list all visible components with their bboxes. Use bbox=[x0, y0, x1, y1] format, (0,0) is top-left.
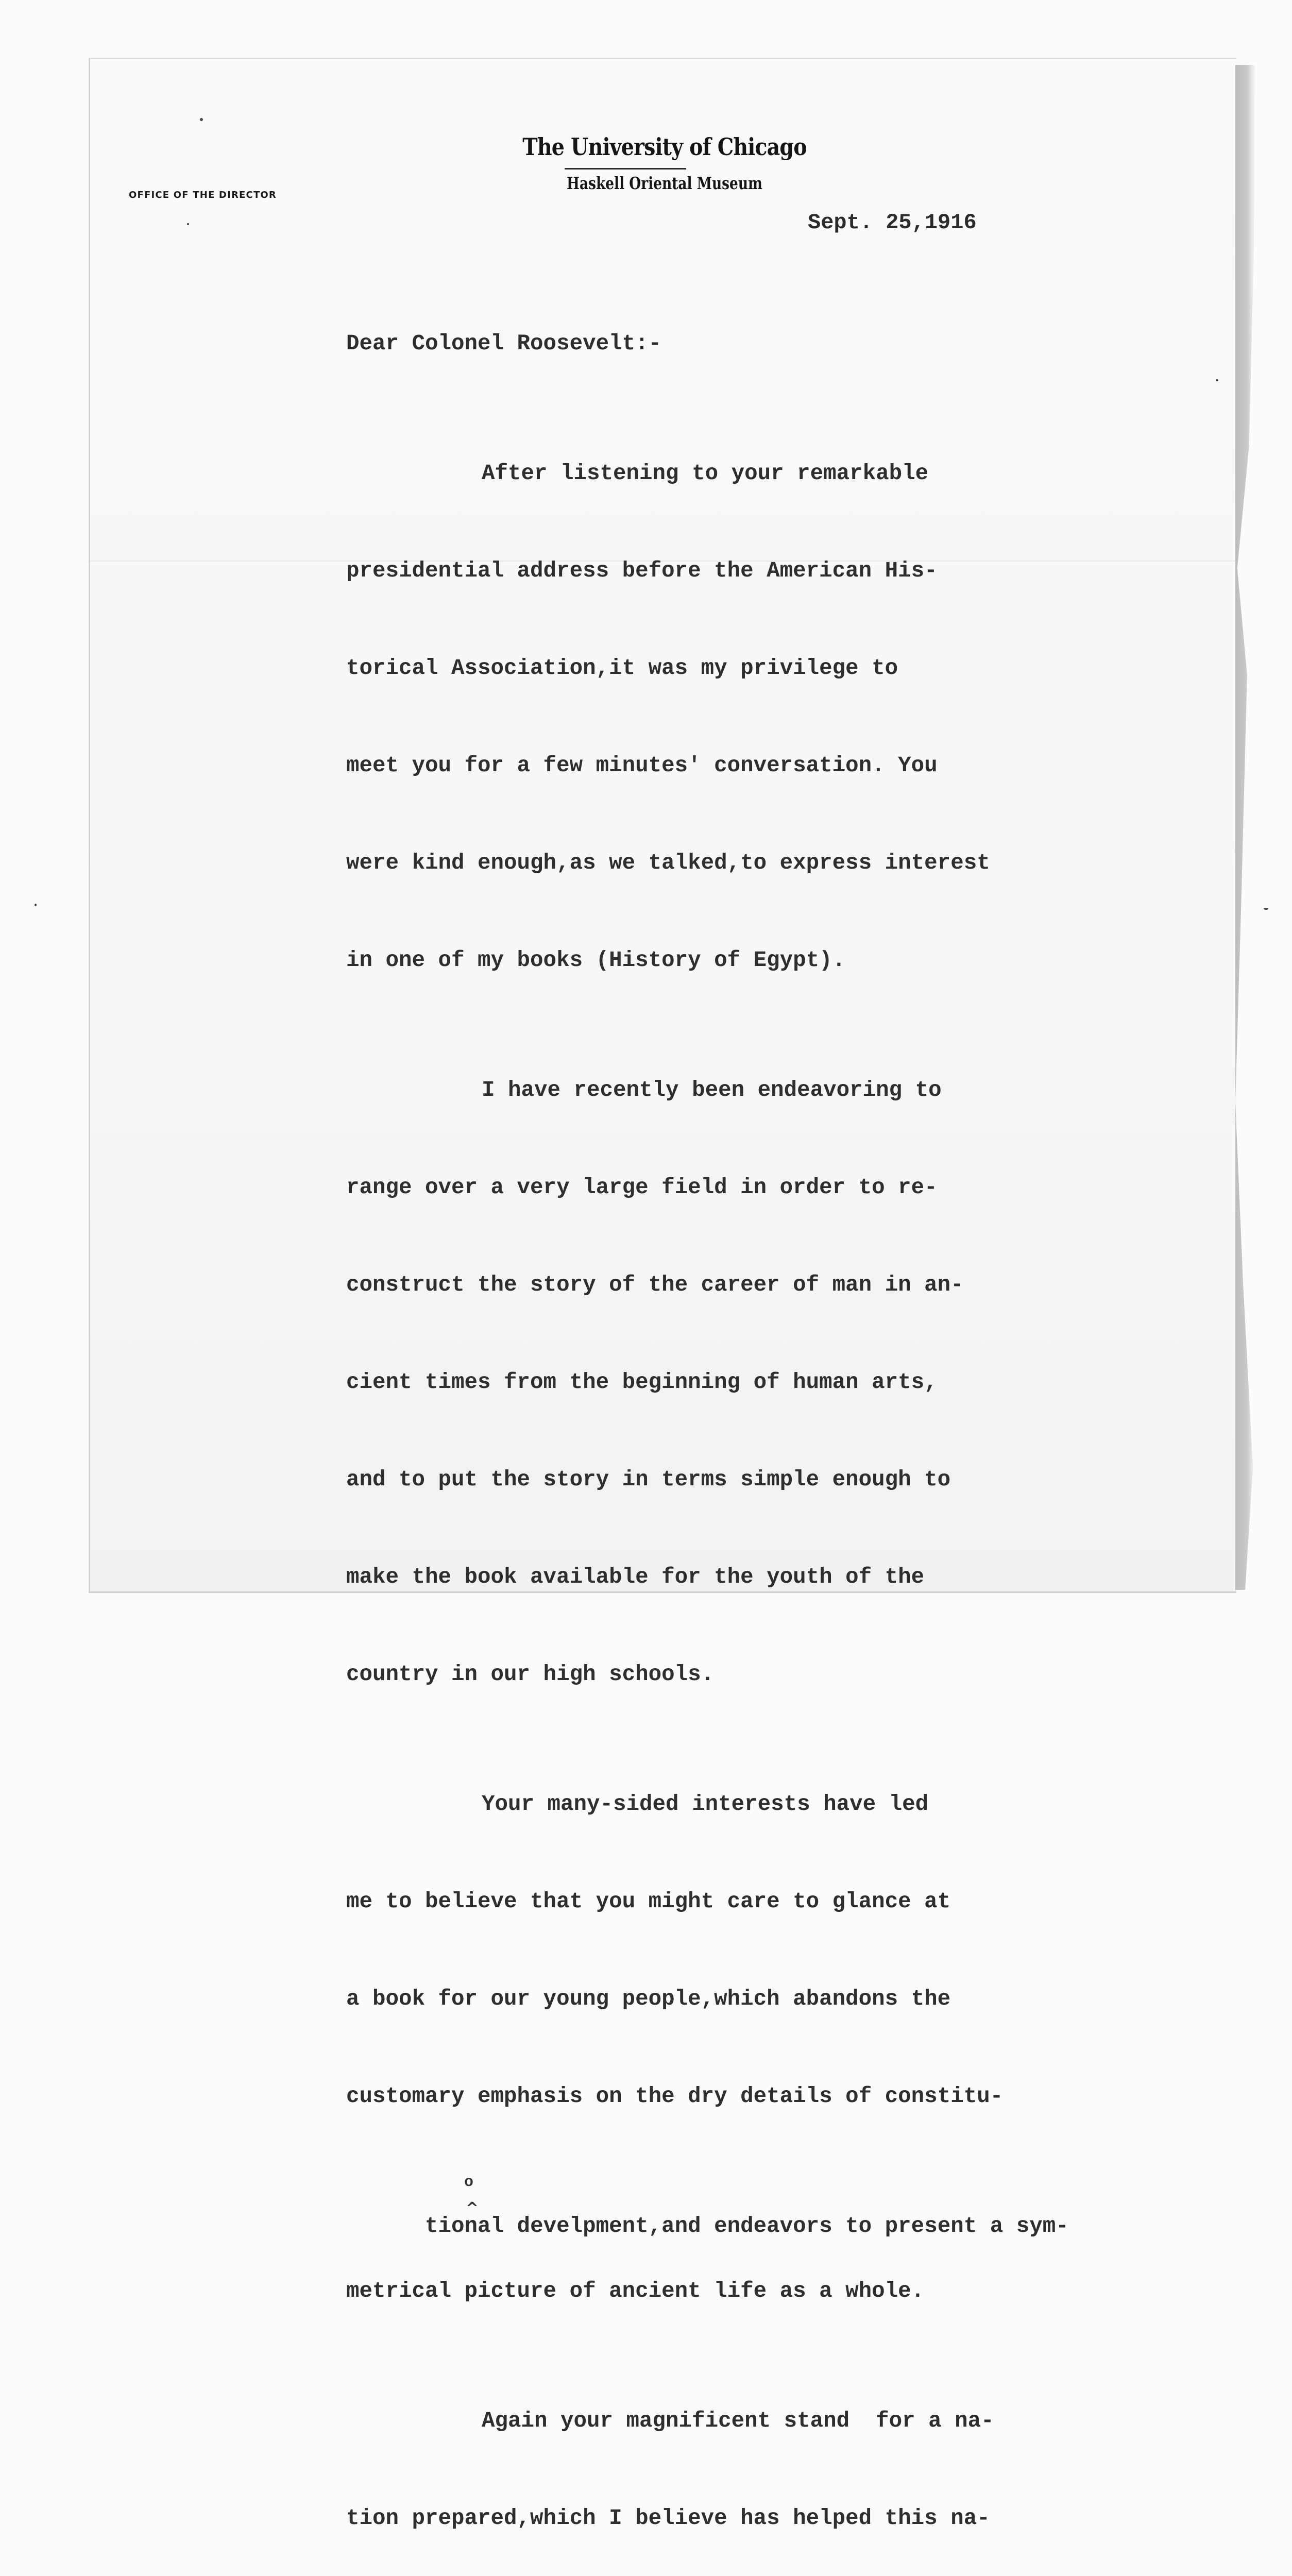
paragraph-line: tion prepared,which I believe has helped this na- bbox=[346, 2506, 990, 2531]
letterhead-institution: The University of Chicago bbox=[522, 133, 807, 161]
paragraph-line: cient times from the beginning of human arts, bbox=[346, 1370, 938, 1395]
letter-date: Sept. 25,1916 bbox=[808, 210, 977, 235]
ink-speck bbox=[1216, 379, 1218, 381]
letter-body bbox=[346, 263, 1069, 2576]
paragraph-line: Again your magnificent stand for a na- bbox=[482, 2409, 994, 2433]
paragraph-line-with-insertion bbox=[346, 2174, 1069, 2239]
paragraph-line: After listening to your remarkable bbox=[482, 461, 929, 486]
paragraph-line: construct the story of the career of man in an- bbox=[346, 1273, 964, 1297]
paragraph-line: country in our high schools. bbox=[346, 1662, 715, 1687]
paragraph-line: range over a very large field in order to re- bbox=[346, 1175, 938, 1200]
paragraph-line: I have recently been endeavoring to bbox=[482, 1078, 942, 1103]
paragraph-line: make the book available for the youth of the bbox=[346, 1565, 925, 1589]
paragraph-line: Your many-sided interests have led bbox=[482, 1792, 929, 1817]
handwritten-insertion: o bbox=[464, 2174, 474, 2191]
ink-speck bbox=[187, 223, 189, 225]
paragraph-line: presidential address before the American His- bbox=[346, 558, 938, 583]
page-edge-shadow bbox=[1235, 65, 1255, 1590]
paragraph-line: customary emphasis on the dry details of constitu- bbox=[346, 2084, 1004, 2109]
paragraph-line: in one of my books (History of Egypt). bbox=[346, 948, 846, 973]
paragraph-line: a book for our young people,which abandons the bbox=[346, 1987, 951, 2011]
paragraph-line: metrical picture of ancient life as a whole. bbox=[346, 2279, 925, 2303]
salutation: Dear Colonel Roosevelt:- bbox=[346, 331, 662, 356]
letterhead-department: Haskell Oriental Museum bbox=[567, 173, 762, 193]
ink-speck bbox=[1264, 908, 1268, 910]
letterhead-divider bbox=[565, 168, 686, 170]
paragraph-line: meet you for a few minutes' conversation. You bbox=[346, 753, 938, 778]
ink-speck bbox=[35, 904, 37, 906]
ink-speck bbox=[200, 118, 203, 121]
insertion-caret-icon: ^ bbox=[466, 2199, 479, 2217]
paragraph-line: torical Association,it was my privilege to bbox=[346, 656, 898, 681]
paragraph-line: were kind enough,as we talked,to express interest bbox=[346, 851, 990, 875]
paragraph-line: tional develpment,and endeavors to present a sym- bbox=[425, 2214, 1069, 2239]
paragraph-line: and to put the story in terms simple enough to bbox=[346, 1467, 951, 1492]
office-label: OFFICE OF THE DIRECTOR bbox=[129, 190, 277, 200]
paragraph-line: me to believe that you might care to glance at bbox=[346, 1889, 951, 1914]
